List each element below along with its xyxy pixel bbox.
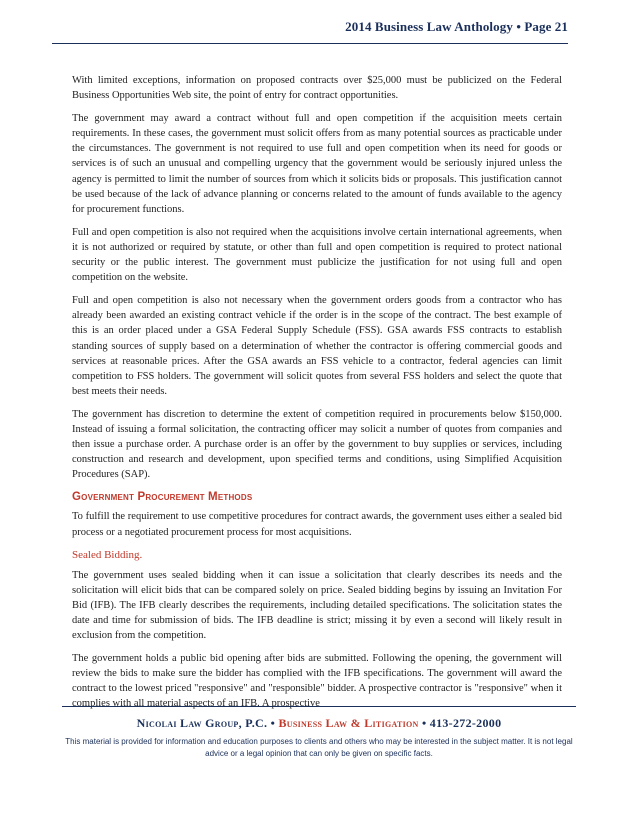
paragraph: Full and open competition is also not necessary when the government orders goods from a contractor who has already been awarded an existing contract vehicle if the order is in the scope of the contract. The best example of this is an order placed under a GSA Federal Supply Schedule (FSS). GSA awards FSS contracts to establish standing sources of supply based on a determination of whether the contractor is offering commercial goods and services at reasonable prices. After the GSA awards an FSS vehicle to a contractor, federal agencies can limit competition to FSS holders. The government will solicit quotes from several FSS holders and select the quote that best meets their needs. — [72, 295, 562, 397]
paragraph: The government holds a public bid opening after bids are submitted. Following the opening, the government will review the bids to make sure the bidder has complied with the IFB specifications. The government will award the contract to the lowest priced "responsive" and "responsible" bidder. A prospective contractor is "responsive" when it complies with all material aspects of an IFB. A prospective — [72, 653, 562, 710]
footer-bullet: • — [421, 716, 427, 730]
footer-divider — [62, 706, 576, 707]
section-intro: To fulfill the requirement to use competitive procedures for contract awards, the government uses either a sealed bid process or a negotiated procurement process for most acquisitions. — [72, 511, 562, 538]
paragraph: Full and open competition is also not required when the acquisitions involve certain international agreements, when it is not authorized or required by statute, or other than full and open competition is required to protect national security or the public interest. The government must publicize the justification for not using full and open competition on the website. — [72, 226, 562, 284]
paragraph: The government uses sealed bidding when it can issue a solicitation that clearly describes its needs and the solicitation will elicit bids that can be compared solely on price. Sealed bidding begins by issuing an Invitation For Bid (IFB). The IFB clearly describes the requirements, including detailed specifications. The solicitation states the date and time for submission of bids. The IFB deadline is strict; missing it by even a second will likely result in exclusion from the competition. — [72, 569, 562, 642]
anthology-title: 2014 Business Law Anthology — [345, 19, 513, 34]
firm-name: Nicolai Law Group, P.C. — [136, 716, 268, 730]
section-heading: Government Procurement Methods — [72, 491, 253, 504]
header-bullet: • — [516, 19, 521, 34]
phone-number: 413-272-2000 — [429, 716, 502, 730]
paragraph: The government has discretion to determine the extent of competition required in procurements below $150,000. Instead of issuing a formal solicitation, the contracting officer may solicit a number of quotes from companies and then issue a purchase order. A purchase order is an offer by the government to buy supplies or services, including construction and research and development, upon specified terms and conditions, using Simplified Acquisition Procedures (SAP). — [72, 408, 562, 481]
header-title — [345, 19, 568, 34]
practice-area: Business Law & Litigation — [278, 716, 419, 730]
page-number: Page 21 — [524, 19, 568, 34]
footer-title — [40, 715, 598, 731]
paragraph: The government may award a contract without full and open competition if the acquisition meets certain requirements. In these cases, the government must solicit offers from as many potential sources as practicable under the circumstances. The government is not required to use full and open competition when its need for goods or services is of such an unusual and compelling urgency that the government would be seriously injured unless the agency is permitted to limit the number of sources from which it solicits bids or proposals. This justification cannot be used because of the lack of advance planning or concerns related to the amount of funds available to the agency for procurement functions. — [72, 113, 562, 215]
footer-bullet: • — [270, 716, 276, 730]
footer-disclaimer: This material is provided for information and education purposes to clients and others who may be interested in the subject matter. It is not legal advice or a legal opinion that can only be given on specific facts. — [65, 737, 573, 758]
body-content — [72, 73, 562, 720]
subsection-heading: Sealed Bidding. — [72, 548, 143, 561]
page-header — [52, 17, 568, 44]
paragraph: With limited exceptions, information on proposed contracts over $25,000 must be publicized on the Federal Business Opportunities Web site, the point of entry for contract opportunities. — [72, 75, 562, 102]
